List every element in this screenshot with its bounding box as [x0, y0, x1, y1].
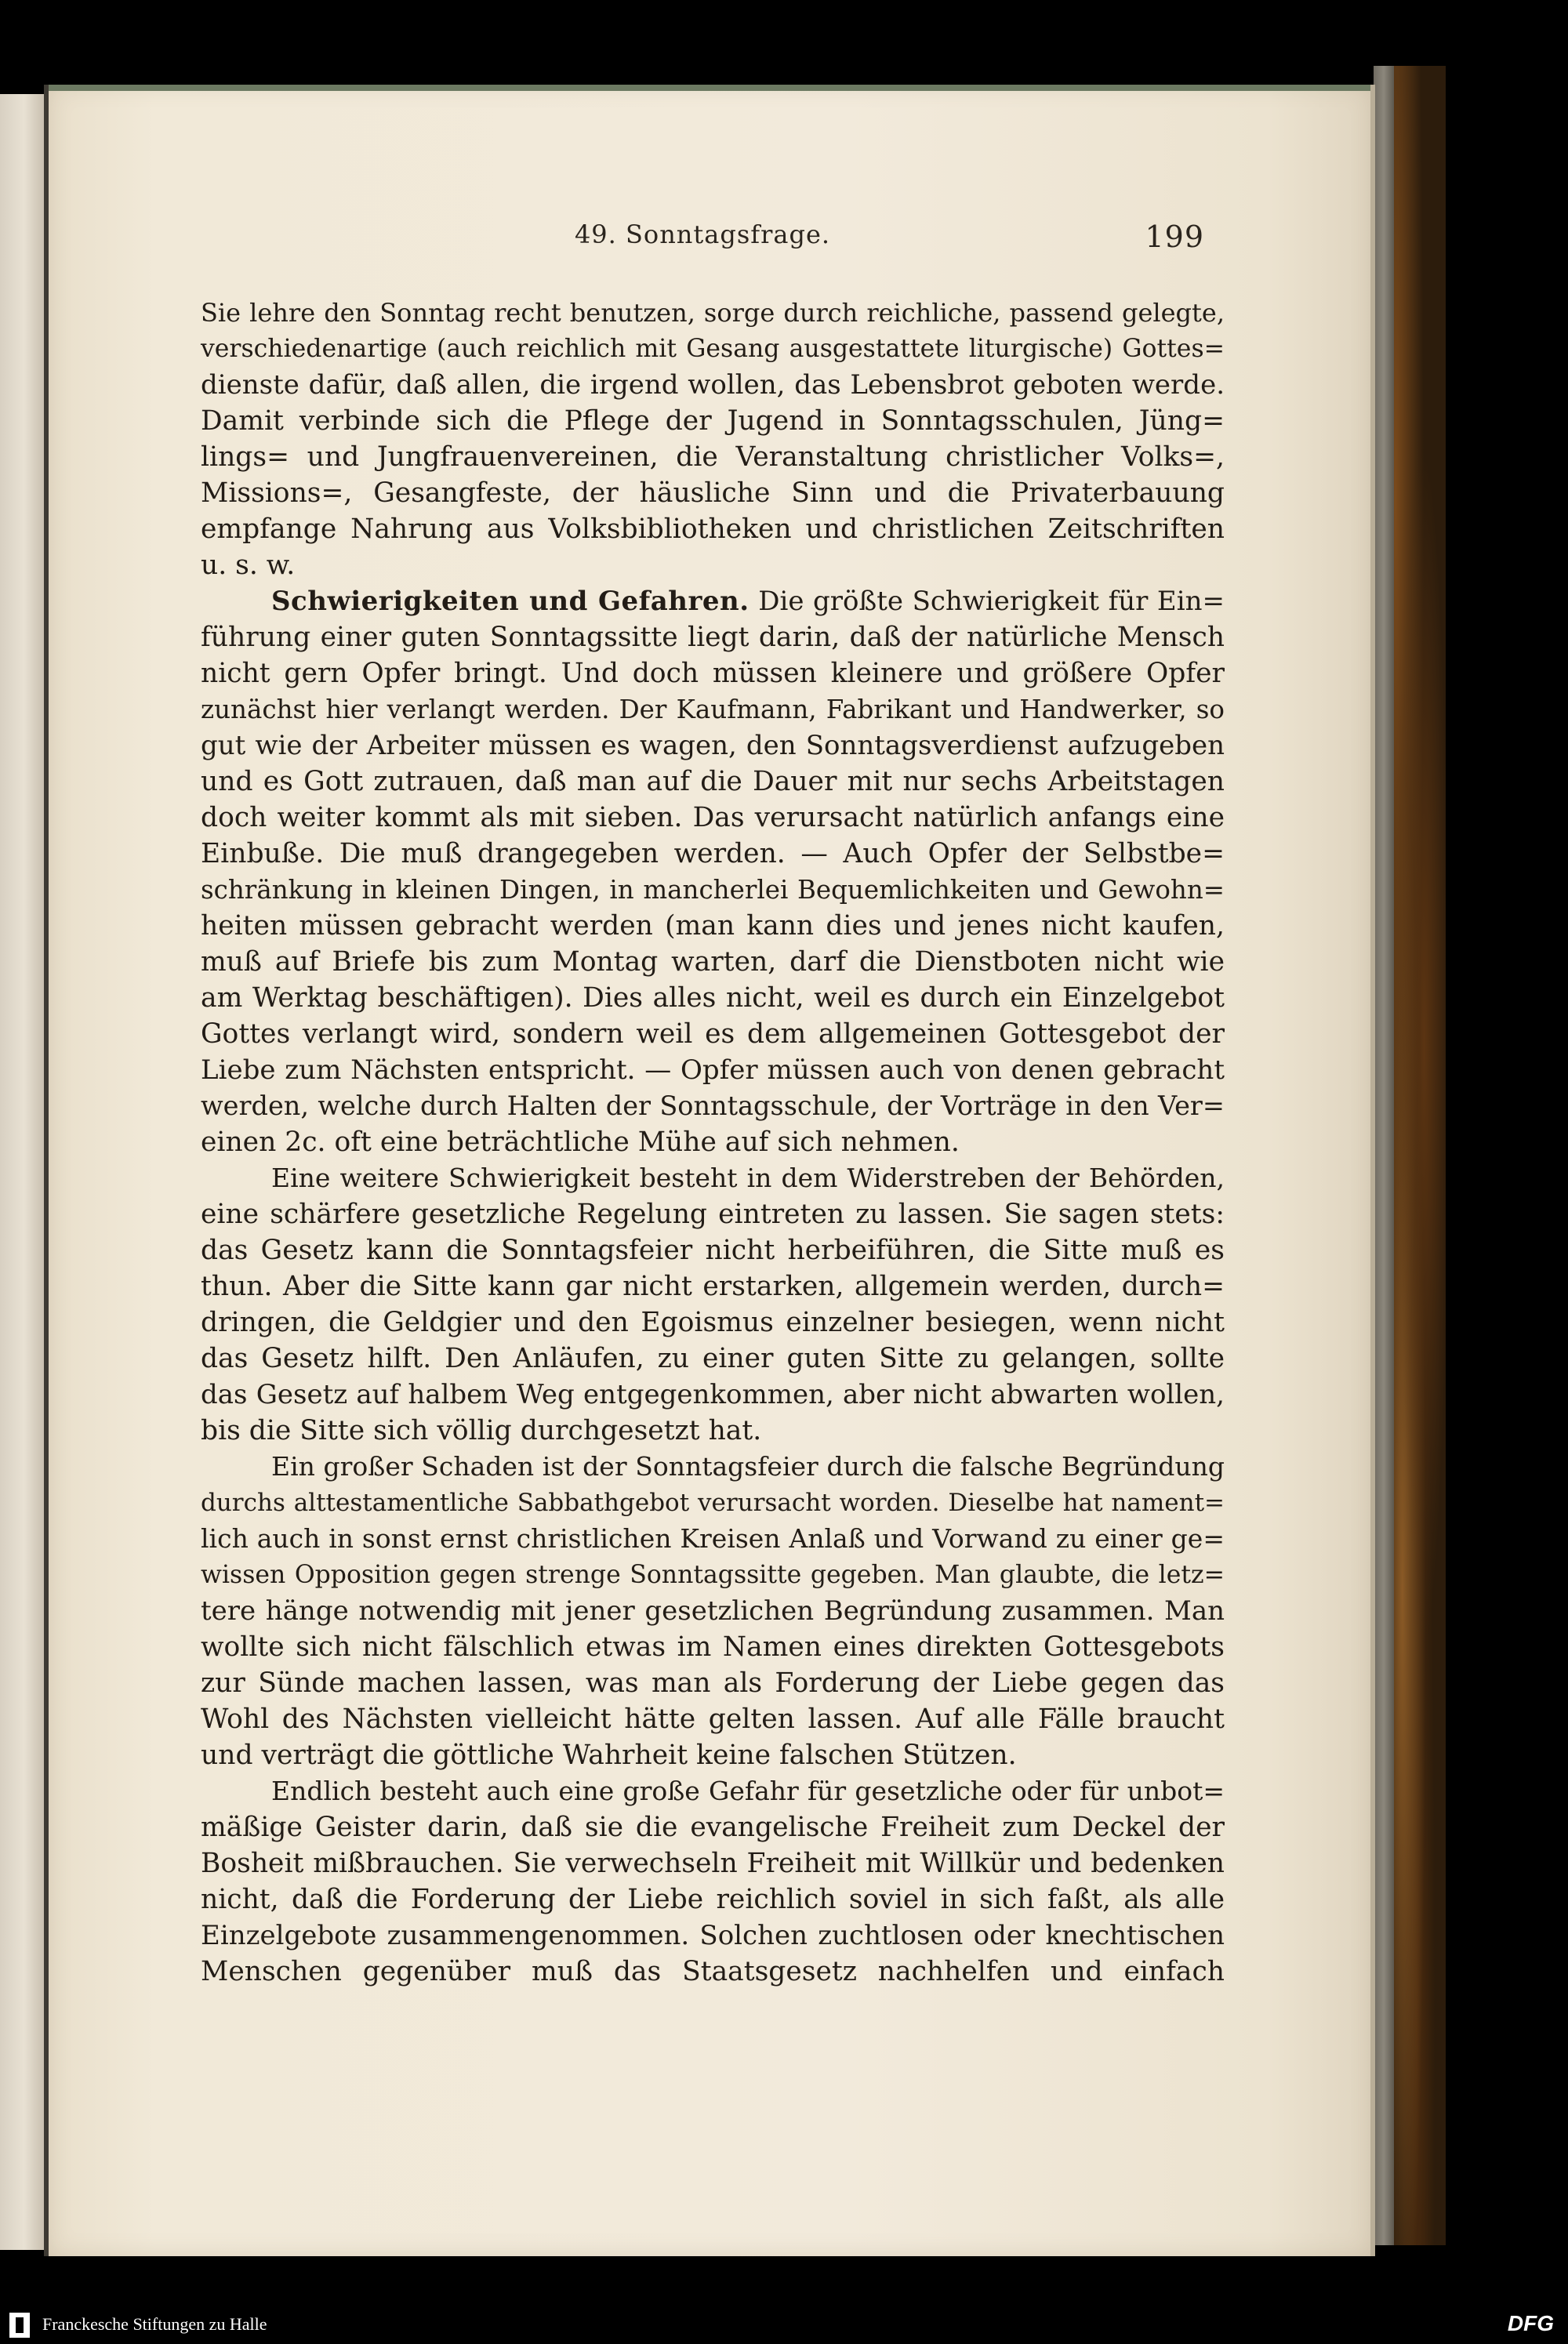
text-line: empfange Nahrung aus Volksbibliotheken und christlichen Zeitschriften [201, 513, 1225, 545]
text-line: eine schärfere gesetzliche Regelung eintreten zu lassen. Sie sagen stets: [201, 1199, 1225, 1230]
text-line: durchs alttestamentliche Sabbathgebot verursacht worden. Dieselbe hat nament= [201, 1489, 1225, 1517]
text-line: Menschen gegenüber muß das Staatsgesetz nachhelfen und einfach [201, 1956, 1225, 1987]
text-line: muß auf Briefe bis zum Montag warten, darf die Dienstboten nicht wie [201, 946, 1225, 978]
text-line: Ein großer Schaden ist der Sonntagsfeier durch die falsche Begründung [271, 1451, 1225, 1482]
text-line: werden, welche durch Halten der Sonntagsschule, der Vorträge in den Ver= [201, 1090, 1225, 1121]
text-line: zur Sünde machen lassen, was man als Forderung der Liebe gegen das [201, 1667, 1225, 1699]
text-line: Bosheit mißbrauchen. Sie verwechseln Freiheit mit Willkür und bedenken [201, 1848, 1225, 1879]
text-line: zunächst hier verlangt werden. Der Kaufmann, Fabrikant und Handwerker, so [201, 695, 1225, 724]
text-line: thun. Aber die Sitte kann gar nicht erstarken, allgemein werden, durch= [201, 1271, 1225, 1302]
text-line: wollte sich nicht fälschlich etwas im Namen eines direkten Gottesgebots [201, 1631, 1225, 1663]
text-line: das Gesetz auf halbem Weg entgegenkommen, aber nicht abwarten wollen, [201, 1379, 1225, 1410]
text-line: heiten müssen gebracht werden (man kann dies und jenes nicht kaufen, [201, 910, 1225, 942]
text-line: Gottes verlangt wird, sondern weil es dem allgemeinen Gottesgebot der [201, 1018, 1225, 1050]
text-line: Eine weitere Schwierigkeit besteht in dem Widerstreben der Behörden, [271, 1163, 1225, 1193]
running-header [201, 220, 1204, 267]
text-line: dringen, die Geldgier und den Egoismus einzelner besiegen, wenn nicht [201, 1307, 1225, 1338]
text-line: wissen Opposition gegen strenge Sonntagssitte gegeben. Man glaubte, die letz= [201, 1561, 1225, 1589]
text-line: lings= und Jungfrauenvereinen, die Veranstaltung christlicher Volks=, [201, 441, 1225, 473]
footer-bar [0, 2306, 1568, 2344]
text-line: lich auch in sonst ernst christlichen Kreisen Anlaß und Vorwand zu einer ge= [201, 1523, 1225, 1554]
text-line: Einbuße. Die muß drangegeben werden. — Auch Opfer der Selbstbe= [201, 838, 1225, 869]
chapter-title: 49. Sonntagsfrage. [574, 220, 831, 249]
text-line: mäßige Geister darin, daß sie die evangelische Freiheit zum Deckel der [201, 1812, 1225, 1843]
text-line: doch weiter kommt als mit sieben. Das verursacht natürlich anfangs eine [201, 802, 1225, 833]
text-line: dienste dafür, daß allen, die irgend wollen, das Lebensbrot geboten werde. [201, 369, 1225, 401]
text-line: gut wie der Arbeiter müssen es wagen, den Sonntagsverdienst aufzugeben [201, 730, 1225, 761]
institution-logo-icon [9, 2313, 30, 2338]
cover-spine-edge [1374, 66, 1394, 2245]
text-line: einen 2c. oft eine beträchtliche Mühe auf sich nehmen. [201, 1127, 960, 1158]
page-top-edge [49, 85, 1374, 91]
text-line: bis die Sitte sich völlig durchgesetzt hat. [201, 1415, 762, 1446]
text-line: Sie lehre den Sonntag recht benutzen, sorge durch reichliche, passend gelegte, [201, 298, 1225, 328]
text-line: das Gesetz kann die Sonntagsfeier nicht herbeiführen, die Sitte muß es [201, 1235, 1225, 1266]
text-line: tere hänge notwendig mit jener gesetzlichen Begründung zusammen. Man [201, 1595, 1225, 1627]
page-right-edge [1370, 85, 1375, 2256]
body-text [201, 295, 1225, 1990]
text-fragment: Die größte Schwierigkeit für Ein= [758, 586, 1225, 617]
institution-name: Franckesche Stiftungen zu Halle [42, 2314, 267, 2334]
text-line: verschiedenartige (auch reichlich mit Gesang ausgestattete liturgische) Gottes= [201, 335, 1225, 363]
text-line: u. s. w. [201, 550, 296, 581]
section-heading: Schwierigkeiten und Gefahren. [271, 586, 750, 617]
text-line: Wohl des Nächsten vielleicht hätte gelten lassen. Auf alle Fälle braucht [201, 1704, 1225, 1735]
text-line: das Gesetz hilft. Den Anläufen, zu einer guten Sitte zu gelangen, sollte [201, 1343, 1225, 1374]
text-line: schränkung in kleinen Dingen, in mancherlei Bequemlichkeiten und Gewohn= [201, 875, 1225, 905]
text-line: und es Gott zutrauen, daß man auf die Dauer mit nur sechs Arbeitstagen [201, 766, 1225, 797]
funder-logo: DFG [1507, 2311, 1554, 2335]
page-number: 199 [1145, 220, 1204, 254]
text-line: nicht gern Opfer bringt. Und doch müssen kleinere und größere Opfer [201, 658, 1225, 689]
text-line: Einzelgebote zusammengenommen. Solchen zuchtlosen oder knechtischen [201, 1920, 1225, 1951]
text-line: Damit verbinde sich die Pflege der Jugend in Sonntagsschulen, Jüng= [201, 405, 1225, 437]
text-line: am Werktag beschäftigen). Dies alles nicht, weil es durch ein Einzelgebot [201, 982, 1225, 1014]
facing-page-edge [0, 94, 45, 2250]
text-line: nicht, daß die Forderung der Liebe reichlich soviel in sich faßt, als alle [201, 1884, 1225, 1915]
text-line: Endlich besteht auch eine große Gefahr für gesetzliche oder für unbot= [271, 1776, 1225, 1806]
text-line: Liebe zum Nächsten entspricht. — Opfer müssen auch von denen gebracht [201, 1054, 1225, 1086]
text-line: und verträgt die göttliche Wahrheit keine falschen Stützen. [201, 1740, 1017, 1771]
text-line: führung einer guten Sonntagssitte liegt darin, daß der natürliche Mensch [201, 622, 1225, 653]
text-line: Missions=, Gesangfeste, der häusliche Sinn und die Privaterbauung [201, 477, 1225, 509]
section-first-line [201, 583, 1225, 619]
